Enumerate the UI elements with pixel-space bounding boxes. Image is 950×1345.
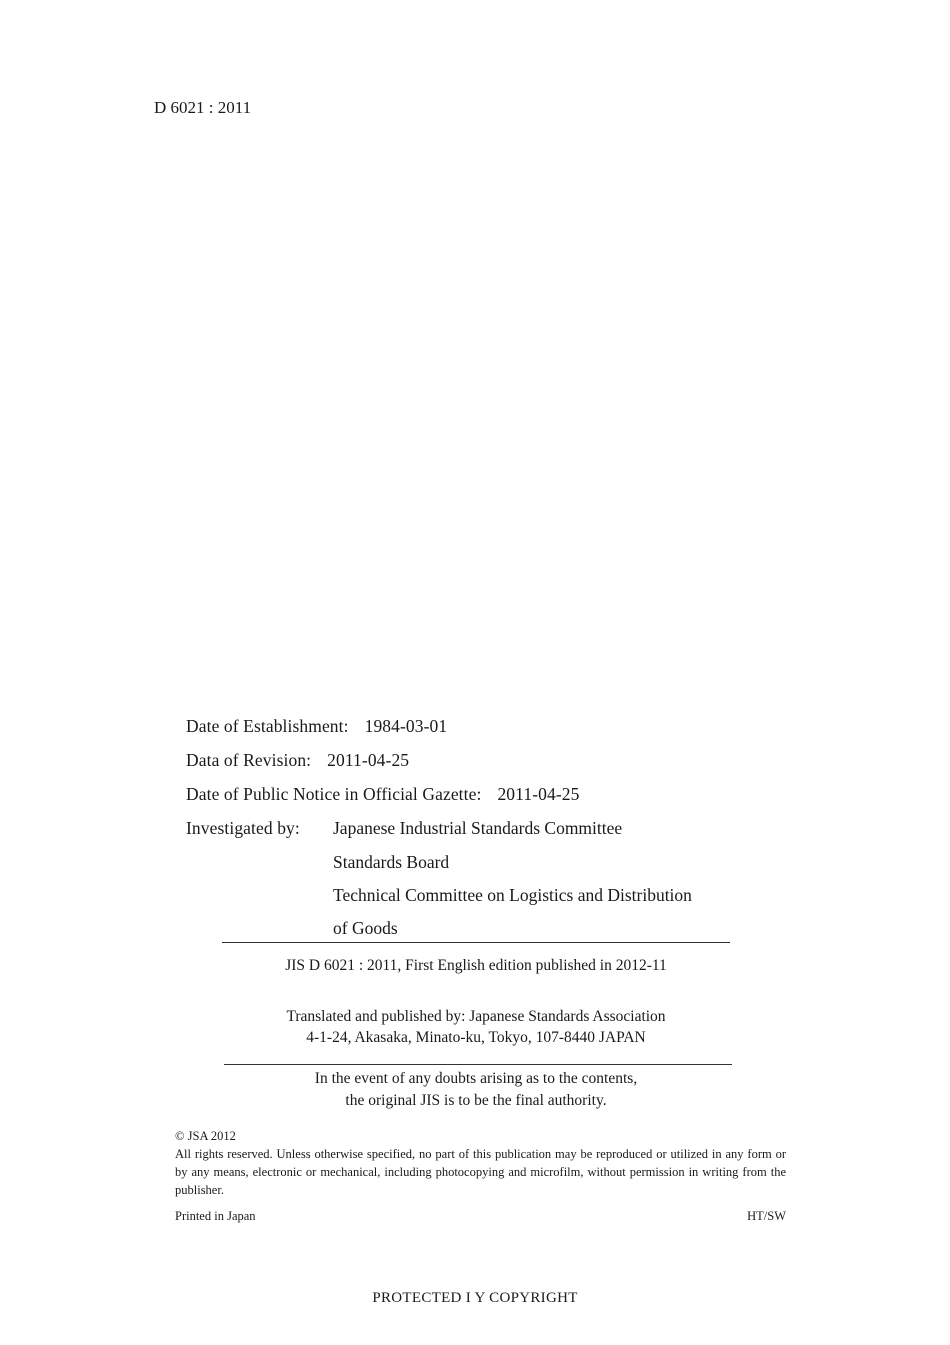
investigated-label: Investigated by: xyxy=(186,818,300,838)
investigated-line: Japanese Industrial Standards Committee xyxy=(333,818,623,838)
establishment-label: Date of Establishment: xyxy=(186,716,349,736)
gazette-value: 2011-04-25 xyxy=(497,784,580,804)
authority-note-line-2: the original JIS is to be the final authority. xyxy=(345,1092,607,1109)
divider xyxy=(222,942,730,943)
document-id: D 6021 : 2011 xyxy=(154,98,252,117)
publisher-address: 4-1-24, Akasaka, Minato-ku, Tokyo, 107-8440 JAPAN xyxy=(306,1029,646,1046)
establishment-date xyxy=(186,716,447,737)
divider xyxy=(224,1064,732,1065)
copyright-watermark: PROTECTED I Y COPYRIGHT xyxy=(372,1290,578,1306)
revision-value: 2011-04-25 xyxy=(327,750,410,770)
publisher-line: Translated and published by: Japanese Standards Association xyxy=(286,1008,666,1025)
initials: HT/SW xyxy=(747,1209,786,1223)
establishment-value: 1984-03-01 xyxy=(364,716,448,736)
revision-date xyxy=(186,750,409,771)
revision-label: Data of Revision: xyxy=(186,750,312,770)
copyright-notice: © JSA 2012 xyxy=(175,1129,236,1143)
investigated-line: Technical Committee on Logistics and Distribution xyxy=(333,885,692,905)
authority-note-line-1: In the event of any doubts arising as to the contents, xyxy=(314,1070,638,1087)
gazette-date xyxy=(186,784,579,805)
edition-note: JIS D 6021 : 2011, First English edition published in 2012-11 xyxy=(285,957,667,974)
gazette-label: Date of Public Notice in Official Gazette: xyxy=(186,784,482,804)
investigated-line: of Goods xyxy=(333,918,398,938)
investigated-line: Standards Board xyxy=(333,852,450,872)
rights-statement: All rights reserved. Unless otherwise specified, no part of this publication may be reproduced or utilized in any form or by any means, electronic or mechanical, including photocopying and microfilm, without permission in writing from the publisher. xyxy=(175,1147,786,1197)
printed-in: Printed in Japan xyxy=(175,1209,256,1223)
